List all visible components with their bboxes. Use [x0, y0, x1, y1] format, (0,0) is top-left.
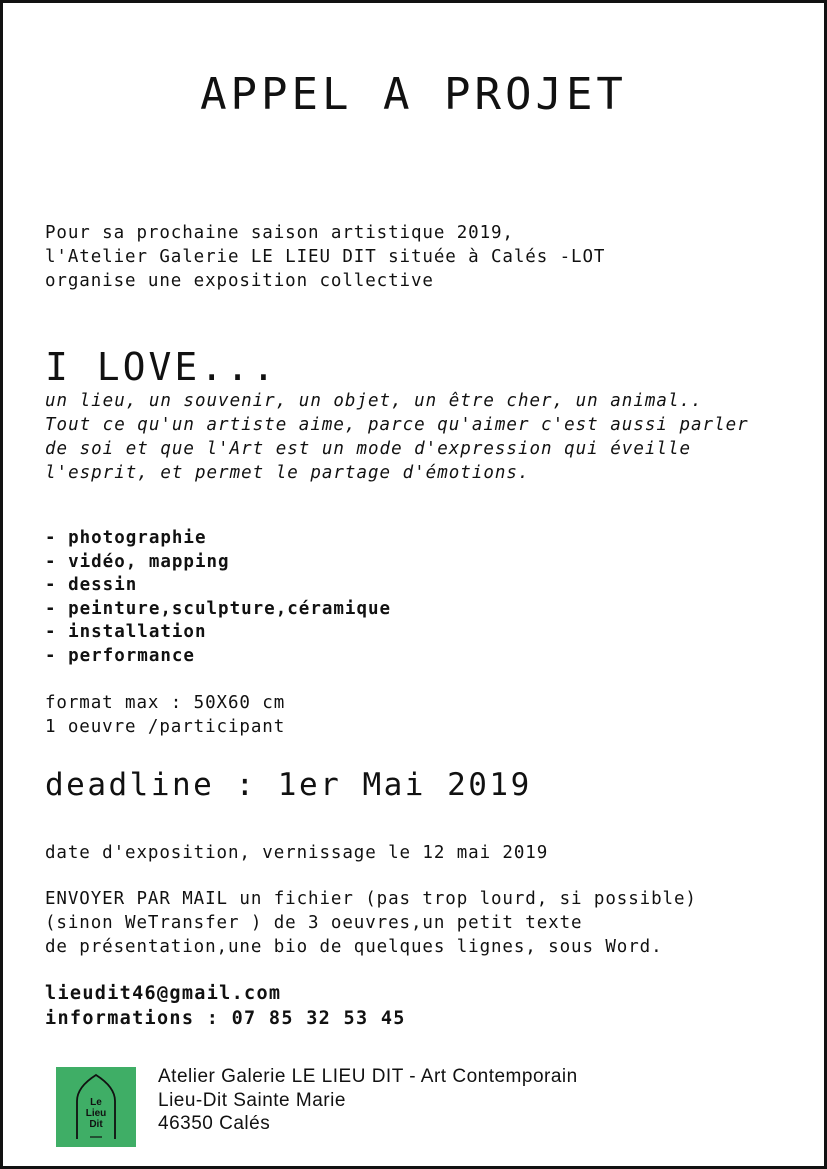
- logo-text: [56, 1097, 136, 1130]
- intro-line: l'Atelier Galerie LE LIEU DIT située à Calés -LOT: [45, 247, 606, 267]
- list-item: - photographie: [45, 528, 207, 548]
- intro-line: organise une exposition collective: [45, 271, 434, 291]
- submission-line: (sinon WeTransfer ) de 3 oeuvres,un petit texte: [45, 913, 583, 933]
- submission-line: ENVOYER PAR MAIL un fichier (pas trop lourd, si possible): [45, 889, 697, 909]
- theme-description: [45, 389, 749, 485]
- list-item: - installation: [45, 622, 207, 642]
- theme-line: un lieu, un souvenir, un objet, un être cher, un animal..: [45, 391, 703, 411]
- intro-paragraph: [45, 221, 605, 293]
- submission-line: de présentation,une bio de quelques lignes, sous Word.: [45, 937, 663, 957]
- address-line: Atelier Galerie LE LIEU DIT - Art Contemporain: [158, 1066, 578, 1087]
- logo-line: Dit: [89, 1119, 103, 1130]
- page-title: APPEL A PROJET: [200, 69, 627, 120]
- contact-email: lieudit46@gmail.com: [45, 983, 282, 1004]
- gallery-address: [158, 1065, 578, 1136]
- contact-phone: informations : 07 85 32 53 45: [45, 1008, 406, 1029]
- list-item: - peinture,sculpture,céramique: [45, 598, 392, 619]
- logo-line: Le: [90, 1097, 102, 1108]
- gallery-logo: [56, 1067, 136, 1147]
- theme-heading: I LOVE...: [45, 345, 278, 389]
- intro-line: Pour sa prochaine saison artistique 2019,: [45, 223, 514, 243]
- address-line: 46350 Calés: [158, 1113, 271, 1134]
- format-info: [45, 691, 285, 739]
- format-max: format max : 50X60 cm: [45, 693, 286, 713]
- address-line: Lieu-Dit Sainte Marie: [158, 1089, 346, 1111]
- deadline: deadline : 1er Mai 2019: [45, 767, 532, 803]
- media-list: [45, 527, 391, 668]
- theme-line: Tout ce qu'un artiste aime, parce qu'aimer c'est aussi parler: [45, 415, 749, 435]
- list-item: - vidéo, mapping: [45, 551, 230, 572]
- exhibition-date: date d'exposition, vernissage le 12 mai 2019: [45, 843, 549, 863]
- logo-line: Lieu: [85, 1108, 107, 1119]
- format-count: 1 oeuvre /participant: [45, 717, 286, 737]
- submission-instructions: [45, 887, 697, 959]
- theme-line: l'esprit, et permet le partage d'émotions.: [45, 463, 530, 483]
- theme-line: de soi et que l'Art est un mode d'expression qui éveille: [45, 439, 692, 459]
- contact-info: [45, 981, 406, 1031]
- list-item: - performance: [45, 645, 195, 666]
- list-item: - dessin: [45, 575, 138, 595]
